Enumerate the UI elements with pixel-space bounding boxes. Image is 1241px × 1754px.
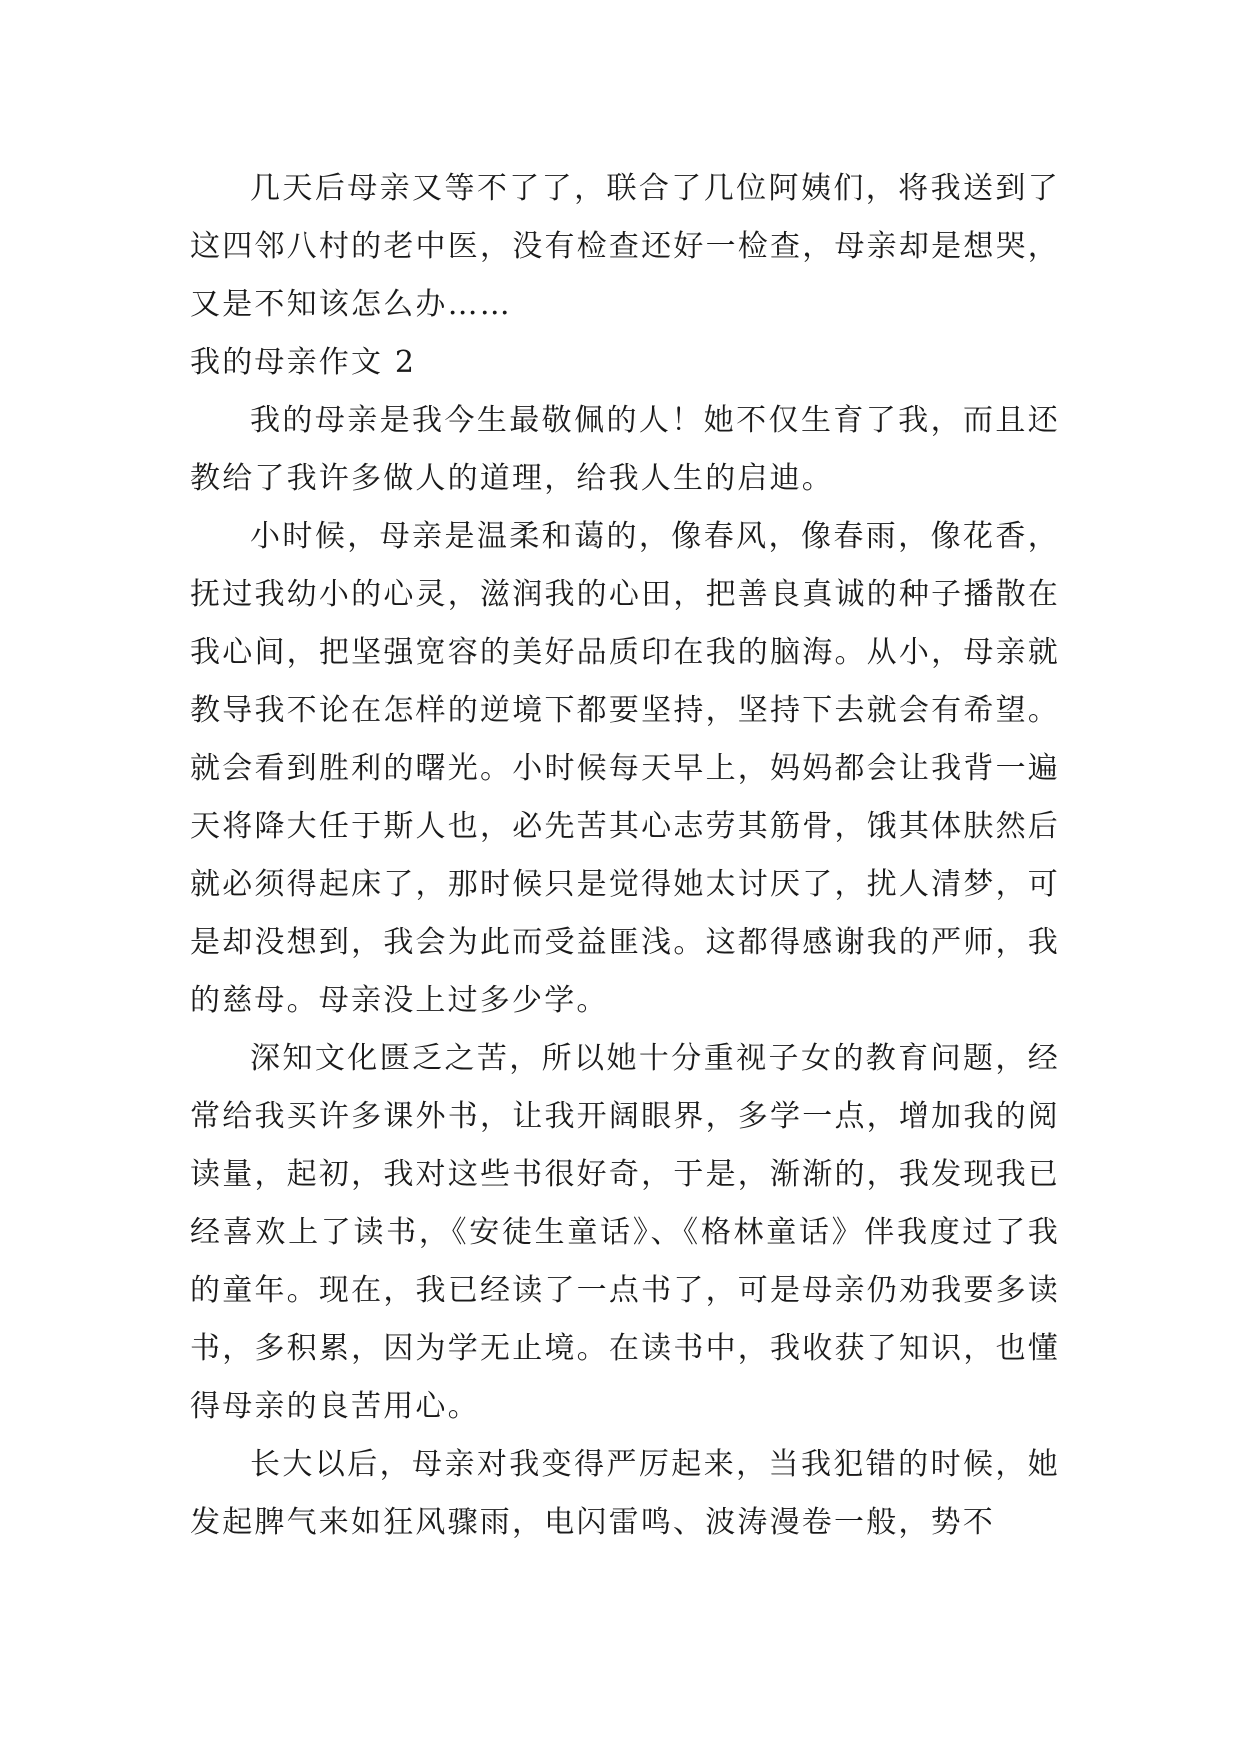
paragraph-4: 长大以后，母亲对我变得严厉起来，当我犯错的时候，她发起脾气来如狂风骤雨，电闪雷鸣、波涛漫卷一般，势不 — [190, 1447, 1060, 1540]
paragraph-3: 深知文化匮乏之苦，所以她十分重视子女的教育问题，经常给我买许多课外书，让我开阔眼界，多学一点，增加我的阅读量，起初，我对这些书很好奇，于是，渐渐的，我发现我已经喜欢上了读书，《安徒生童话》、《格林童话》伴我度过了我的童年。现在，我已经读了一点书了，可是母亲仍劝我要多读书，多积累，因为学无止境。在读书中，我收获了知识，也懂得母亲的良苦用心。 — [190, 1041, 1060, 1424]
paragraph-1: 我的母亲是我今生最敬佩的人！她不仅生育了我，而且还教给了我许多做人的道理，给我人生的启迪。 — [190, 403, 1060, 496]
paragraph-2: 小时候，母亲是温柔和蔼的，像春风，像春雨，像花香，抚过我幼小的心灵，滋润我的心田，把善良真诚的种子播散在我心间，把坚强宽容的美好品质印在我的脑海。从小，母亲就教导我不论在怎样的逆境下都要坚持，坚持下去就会有希望。就会看到胜利的曙光。小时候每天早上，妈妈都会让我背一遍天将降大任于斯人也，必先苦其心志劳其筋骨，饿其体肤然后就必须得起床了，那时候只是觉得她太讨厌了，扰人清梦，可是却没想到，我会为此而受益匪浅。这都得感谢我的严师，我的慈母。母亲没上过多少学。 — [190, 519, 1060, 1018]
document-page — [190, 160, 1060, 1552]
section-heading: 我的母亲作文 2 — [190, 345, 417, 380]
opening-paragraph: 几天后母亲又等不了了，联合了几位阿姨们，将我送到了这四邻八村的老中医，没有检查还好一检查，母亲却是想哭，又是不知该怎么办…… — [190, 171, 1060, 322]
